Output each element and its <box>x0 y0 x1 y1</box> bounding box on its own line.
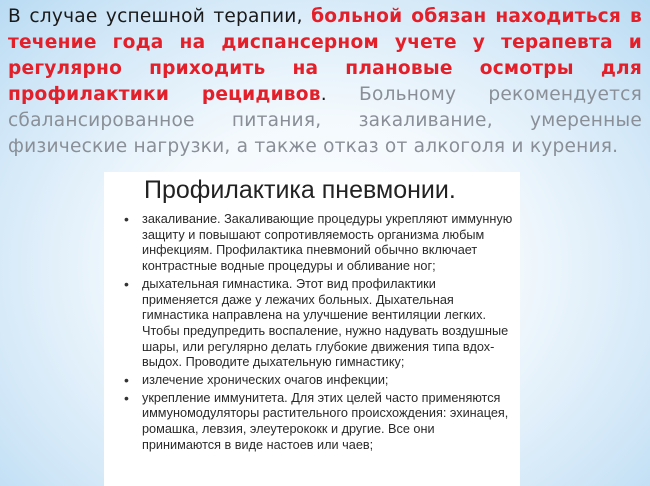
bullet-icon: • <box>124 211 129 227</box>
bullet-icon: • <box>124 389 129 406</box>
intro-paragraph <box>8 4 642 160</box>
intro-text-lead: В случае успешной терапии, <box>8 6 312 27</box>
list-item-text: закаливание. Закаливающие процедуры укрепляют иммунную защиту и повышают сопротивляемость организма любым инфекциям. Профилактика пневмоний обычно включает контрастные водные процедуры и обливание ног; <box>142 212 513 274</box>
list-item-text: дыхательная гимнастика. Этот вид профилактики применяется даже у лежачих больных. Дыхательная гимнастика направлена на улучшение вентиляции легких. Чтобы предупредить воспаление, нужно надувать воздушные шары, или регулярно делать глубокие движения типа вдох-выдох. Проводите дыхательную гимнастику; <box>142 276 509 370</box>
prevention-slide-card <box>104 172 520 486</box>
list-item-text: излечение хронических очагов инфекции; <box>142 373 389 388</box>
card-title: Профилактика пневмонии. <box>144 176 456 204</box>
bullet-icon: • <box>124 275 129 292</box>
intro-text-highlight: больной обязан находиться в течение года на диспансерном учете у терапевта и регулярно приходить на плановые осмотры для профилактики рецидивов <box>8 6 642 105</box>
list-item <box>122 391 514 454</box>
list-item <box>122 212 514 275</box>
list-item-text: укрепление иммунитета. Для этих целей часто применяются иммуномодуляторы растительного происхождения: эхинацея, ромашка, левзия, элеутерококк и другие. Все они принимаются в виде настоев или чаев; <box>142 390 509 452</box>
list-item <box>122 277 514 371</box>
intro-text-period: . <box>320 84 360 105</box>
intro-text-recommendation: Больному рекомендуется сбалансированное питания, закаливание, умеренные физические нагрузки, а также отказ от алкоголя и курения. <box>8 84 642 157</box>
list-item <box>122 373 514 389</box>
prevention-list <box>122 212 514 456</box>
bullet-icon: • <box>124 372 129 389</box>
